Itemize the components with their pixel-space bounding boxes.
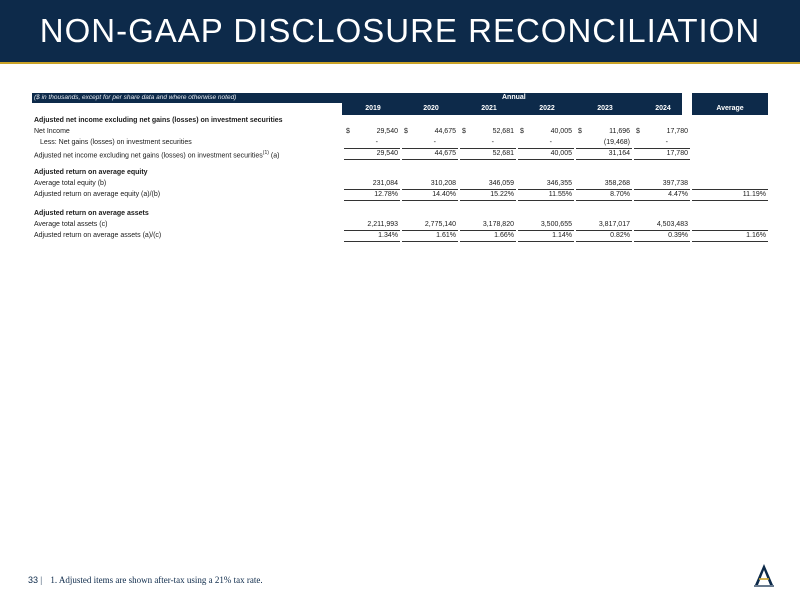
table-cell: 358,268 xyxy=(604,180,630,187)
table-cell: 4.47% xyxy=(668,191,688,198)
table-cell: - xyxy=(491,139,494,146)
table-cell: 8.70% xyxy=(610,191,630,198)
table-cell: 11.55% xyxy=(548,191,572,198)
table-cell: 29,540 xyxy=(376,150,398,157)
table-cell: 15.22% xyxy=(490,191,514,198)
table-cell: 52,681 xyxy=(492,150,514,157)
table-cell: - xyxy=(433,139,436,146)
table-cell: 44,675 xyxy=(434,128,456,135)
year-header: 2024 xyxy=(655,105,671,112)
table-cell: 52,681 xyxy=(492,128,514,135)
units-note: ($ in thousands, except for per share data and where otherwise noted) xyxy=(34,94,237,101)
table-cell: 4,503,483 xyxy=(656,221,688,228)
table-cell: 2,211,993 xyxy=(367,221,398,228)
table-row-average-equity: Average total equity (b) 231,084 310,208 346,059 346,355 358,268 397,738 xyxy=(32,178,768,189)
footnote: 1. Adjusted items are shown after-tax using a 21% tax rate. xyxy=(50,575,263,585)
table-cell: (19,468) xyxy=(603,139,630,146)
table-cell: - xyxy=(549,139,552,146)
table-cell: 17,780 xyxy=(666,150,688,157)
year-header: 2019 xyxy=(365,105,381,112)
table-cell: 29,540 xyxy=(376,128,398,135)
average-cell: 11.19% xyxy=(742,191,766,198)
table-cell: 1.61% xyxy=(436,232,456,239)
page-number: 33 xyxy=(28,575,39,585)
table-cell: 346,059 xyxy=(488,180,514,187)
table-row-adjusted-net-income: Adjusted net income excluding net gains (losses) on investment securities$^{(1)}$ (a) 29,540 44,675 52,681 40,005 31,164 17,780 xyxy=(34,150,688,160)
table-row-adjusted-roa: Adjusted return on average assets (a)/(c) 1.34% 1.61% 1.66% 1.14% 0.82% 0.39% 1.16% xyxy=(32,230,768,241)
table-cell: 17,780 xyxy=(666,128,688,135)
table-cell: 14.40% xyxy=(432,191,456,198)
table-row-less-gains: Less: Net gains (losses) on investment securities - - - - (19,468) - xyxy=(32,137,768,148)
table-cell: 3,178,820 xyxy=(482,221,514,228)
table-cell: 44,675 xyxy=(434,150,456,157)
table-cell: 2,775,140 xyxy=(424,221,456,228)
year-header: 2023 xyxy=(597,105,613,112)
table-cell: - xyxy=(375,139,378,146)
title-bar xyxy=(0,0,800,62)
table-cell: 40,005 xyxy=(550,150,572,157)
table-row-average-assets: Average total assets (c) 2,211,993 2,775,140 3,178,820 3,500,655 3,817,017 4,503,483 xyxy=(32,219,768,230)
section-header: Adjusted return on average assets xyxy=(34,210,149,217)
footer-separator: | xyxy=(40,575,43,585)
table-cell: 0.82% xyxy=(610,232,630,239)
table-cell: 12.78% xyxy=(374,191,398,198)
table-cell: - xyxy=(665,139,668,146)
average-header: Average xyxy=(716,105,744,112)
title-divider xyxy=(0,62,800,64)
table-cell: 1.34% xyxy=(378,232,398,239)
year-header: 2020 xyxy=(423,105,439,112)
reconciliation-table xyxy=(32,93,768,241)
table-row-adjusted-roe: Adjusted return on average equity (a)/(b) 12.78% 14.40% 15.22% 11.55% 8.70% 4.47% 11.19% xyxy=(32,189,768,200)
table-row-net-income: Net Income $ 29,540 $ 44,675 $ 52,681 $ 40,005 $ 11,696 $ 17,780 xyxy=(34,128,688,135)
table-cell: 1.66% xyxy=(494,232,514,239)
table-cell: 231,084 xyxy=(372,180,398,187)
table-cell: 310,208 xyxy=(430,180,456,187)
table-cell: 40,005 xyxy=(550,128,572,135)
table-cell: 31,164 xyxy=(608,150,630,157)
table-header-top xyxy=(32,93,768,103)
annual-label: Annual xyxy=(502,94,526,101)
footer xyxy=(28,575,263,585)
section-header: Adjusted return on average equity xyxy=(34,169,148,176)
company-logo-icon xyxy=(752,562,776,588)
table-cell: 3,500,655 xyxy=(540,221,572,228)
table-cell: 397,738 xyxy=(662,180,688,187)
year-header: 2021 xyxy=(481,105,497,112)
table-cell: 3,817,017 xyxy=(598,221,630,228)
table-cell: 1.14% xyxy=(552,232,572,239)
table-cell: 0.39% xyxy=(668,232,688,239)
page-title: NON-GAAP DISCLOSURE RECONCILIATION xyxy=(39,12,761,49)
table-cell: 346,355 xyxy=(546,180,572,187)
average-cell: 1.16% xyxy=(746,232,766,239)
table-header-years xyxy=(32,103,768,115)
table-cell: 11,696 xyxy=(609,128,630,135)
year-header: 2022 xyxy=(539,105,555,112)
section-header: Adjusted net income excluding net gains (losses) on investment securities xyxy=(34,117,283,124)
